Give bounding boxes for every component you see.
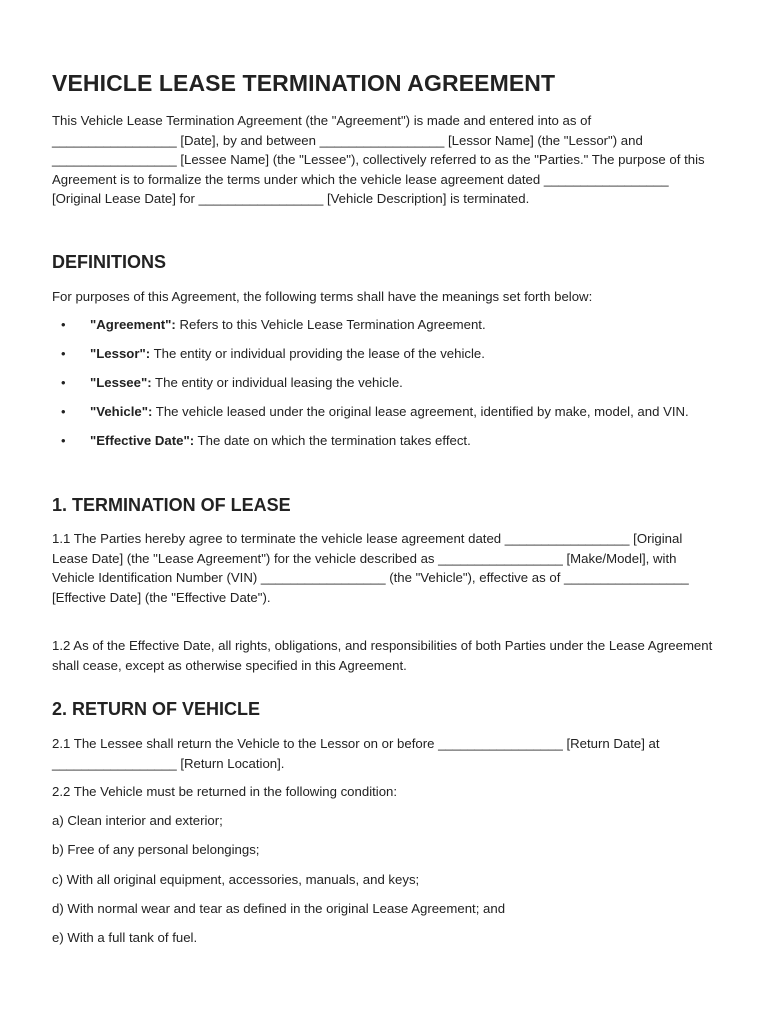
definition-text: The vehicle leased under the original lease agreement, identified by make, model, and VIN. xyxy=(152,404,689,419)
definition-term: "Lessor": xyxy=(90,346,151,361)
definition-item-agreement xyxy=(52,315,690,335)
definitions-heading: DEFINITIONS xyxy=(52,252,167,272)
section1-paragraph-2: 1.2 As of the Effective Date, all rights, obligations, and responsibilities of both Parties under the Lease Agreement shall cease, except as otherwise specified in this Agreement. xyxy=(52,638,713,673)
condition-item-a: a) Clean interior and exterior; xyxy=(52,813,223,828)
definition-text: The date on which the termination takes effect. xyxy=(194,433,471,448)
section1-heading: 1. TERMINATION OF LEASE xyxy=(52,495,291,515)
definition-text: Refers to this Vehicle Lease Termination Agreement. xyxy=(175,317,486,332)
bullet-icon: • xyxy=(61,404,66,419)
definition-item-lessee xyxy=(52,373,690,393)
condition-item-c: c) With all original equipment, accessories, manuals, and keys; xyxy=(52,872,420,887)
definition-text: The entity or individual leasing the vehicle. xyxy=(151,375,403,390)
section2-paragraph-1: 2.1 The Lessee shall return the Vehicle to the Lessor on or before _________________ [Return Date] at _________________ [Return Location]. xyxy=(52,736,660,771)
definition-term: "Agreement": xyxy=(90,317,176,332)
bullet-icon: • xyxy=(61,317,66,332)
section2-heading: 2. RETURN OF VEHICLE xyxy=(52,699,261,719)
bullet-icon: • xyxy=(61,346,66,361)
bullet-icon: • xyxy=(61,433,66,448)
intro-paragraph: This Vehicle Lease Termination Agreement (the "Agreement") is made and entered into as of _________________ [Date], by and between _________________ [Lessor Name] (the "Lessor") and _________________ [Lessee Name] (the "Lessee"), collectively referred to as the "Parties." The purpose of this Agreement is to formalize the terms under which the vehicle lease agreement dated _________________ [Original Lease Date] for _________________ [Vehicle Description] is terminated. xyxy=(52,113,705,206)
condition-item-d: d) With normal wear and tear as defined in the original Lease Agreement; and xyxy=(52,901,506,916)
definition-item-vehicle xyxy=(52,402,690,422)
definition-item-effective-date xyxy=(52,431,690,451)
definitions-list xyxy=(52,315,718,460)
bullet-icon: • xyxy=(61,375,66,390)
section1-paragraph-1: 1.1 The Parties hereby agree to terminate the vehicle lease agreement dated _________________ [Original Lease Date] (the "Lease Agreement") for the vehicle described as _________________ [Make/Model], with Vehicle Identification Number (VIN) _________________ (the "Vehicle"), effective as of _________________ [Effective Date] (the "Effective Date"). xyxy=(52,531,689,605)
section2-paragraph-2: 2.2 The Vehicle must be returned in the following condition: xyxy=(52,784,398,799)
definition-term: "Effective Date": xyxy=(90,433,195,448)
definitions-lead: For purposes of this Agreement, the following terms shall have the meanings set forth below: xyxy=(52,289,593,304)
definition-term: "Lessee": xyxy=(90,375,152,390)
definition-term: "Vehicle": xyxy=(90,404,153,419)
document-title: VEHICLE LEASE TERMINATION AGREEMENT xyxy=(52,70,556,96)
definition-item-lessor xyxy=(52,344,690,364)
condition-item-e: e) With a full tank of fuel. xyxy=(52,930,198,945)
condition-item-b: b) Free of any personal belongings; xyxy=(52,842,260,857)
definition-text: The entity or individual providing the lease of the vehicle. xyxy=(150,346,485,361)
